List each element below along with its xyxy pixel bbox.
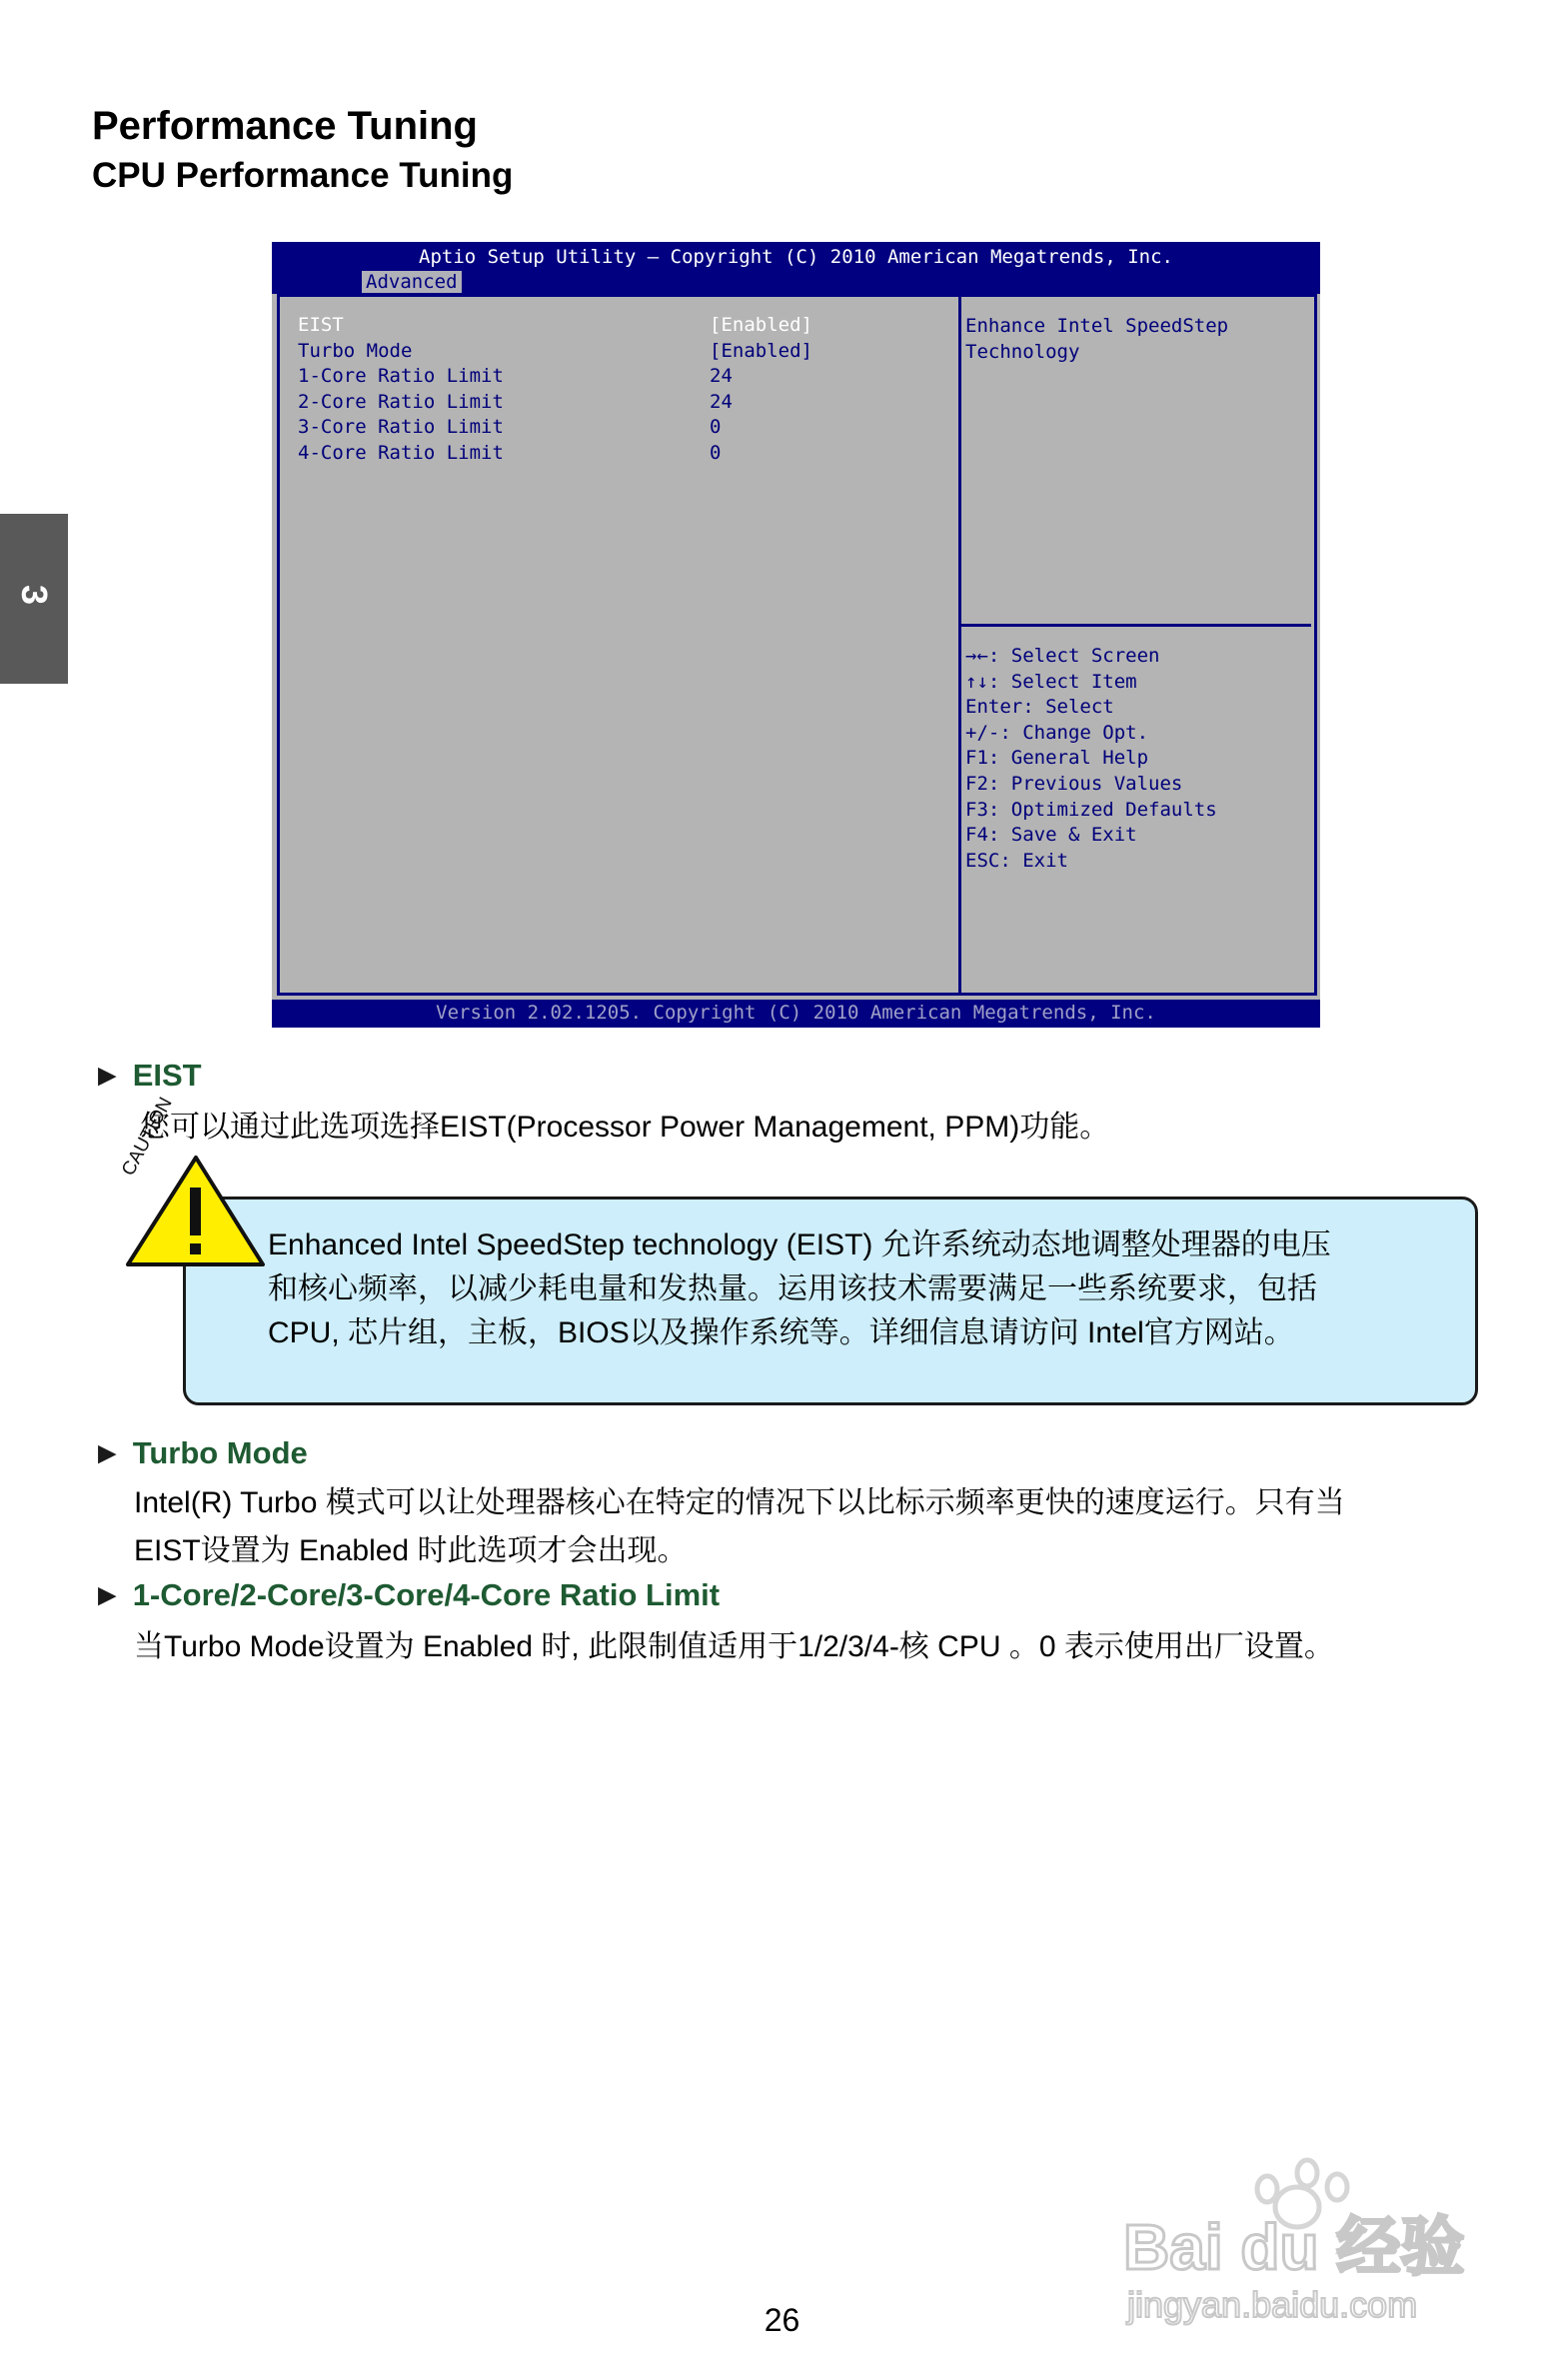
bios-screen	[272, 242, 1320, 1028]
page-subtitle: CPU Performance Tuning	[92, 156, 514, 195]
bullet-triangle-icon: ►	[92, 1058, 123, 1093]
eist-description: 您可以通过此选项选择EIST(Processor Power Management, PPM)功能。	[140, 1111, 1110, 1144]
ratio-description: 当Turbo Mode设置为 Enabled 时, 此限制值适用于1/2/3/4-核 CPU 。0 表示使用出厂设置。	[134, 1630, 1334, 1663]
bios-footer: Version 2.02.1205. Copyright (C) 2010 American Megatrends, Inc.	[436, 1002, 1156, 1024]
setting-value[interactable]: [Enabled]	[710, 339, 812, 362]
turbo-line: Intel(R) Turbo 模式可以让处理器核心在特定的情况下以比标示频率更快的速度运行。只有当	[134, 1486, 1345, 1519]
bios-tab-advanced[interactable]: Advanced	[362, 271, 462, 293]
watermark-url: jingyan.baidu.com	[1127, 2284, 1418, 2325]
setting-label: 2-Core Ratio Limit	[298, 390, 504, 413]
bios-settings-list	[298, 314, 897, 468]
section-heading-ratio-limit	[92, 1577, 720, 1613]
caution-line: 和核心频率，以减少耗电量和发热量。运用该技术需要满足一些系统要求，包括	[268, 1272, 1317, 1305]
bios-key-legend	[965, 644, 1217, 874]
heading-text: Turbo Mode	[132, 1435, 308, 1470]
key-hint: →←: Select Screen	[965, 645, 1160, 667]
caution-line: Enhanced Intel SpeedStep technology (EIST) 允许系统动态地调整处理器的电压	[268, 1228, 1331, 1261]
bios-header	[272, 242, 1320, 292]
page-number: 26	[764, 2302, 800, 2338]
turbo-line: EIST设置为 Enabled 时此选项才会出现。	[134, 1534, 688, 1567]
heading-text: 1-Core/2-Core/3-Core/4-Core Ratio Limit	[132, 1577, 721, 1612]
caution-line: CPU, 芯片组，主板，BIOS以及操作系统等。详细信息请访问 Intel官方网站。	[268, 1316, 1294, 1349]
chapter-number: 3	[14, 584, 55, 606]
bios-divider-horizontal	[961, 624, 1311, 627]
bios-title: Aptio Setup Utility – Copyright (C) 2010 American Megatrends, Inc.	[419, 246, 1173, 268]
key-hint: ESC: Exit	[965, 849, 1068, 872]
bullet-triangle-icon: ►	[92, 1577, 123, 1612]
caution-label: CAUTION	[118, 1094, 177, 1180]
setting-value[interactable]: 24	[710, 390, 733, 413]
bios-setting-eist[interactable]	[298, 314, 897, 340]
bios-help-text	[965, 314, 1228, 365]
setting-value[interactable]: 24	[710, 365, 733, 388]
bios-setting-4-core-ratio[interactable]	[298, 442, 897, 468]
key-hint: F4: Save & Exit	[965, 824, 1137, 847]
key-hint: Enter: Select	[965, 696, 1114, 719]
bios-setting-3-core-ratio[interactable]	[298, 416, 897, 442]
help-line: Enhance Intel SpeedStep	[965, 315, 1229, 337]
setting-label: 3-Core Ratio Limit	[298, 416, 504, 439]
bios-setting-turbo-mode[interactable]	[298, 340, 897, 366]
bullet-triangle-icon: ►	[92, 1435, 123, 1470]
setting-label: 4-Core Ratio Limit	[298, 441, 504, 464]
baidu-watermark-logo	[1117, 2149, 1497, 2329]
setting-value[interactable]: 0	[710, 441, 722, 464]
key-hint: +/-: Change Opt.	[965, 721, 1149, 744]
key-hint: F3: Optimized Defaults	[965, 798, 1217, 821]
key-hint: F2: Previous Values	[965, 772, 1183, 795]
turbo-description	[134, 1479, 1345, 1575]
setting-value[interactable]: [Enabled]	[710, 314, 812, 336]
section-heading-turbo-mode	[92, 1435, 308, 1471]
chapter-tab	[0, 514, 68, 684]
setting-label: Turbo Mode	[298, 339, 413, 362]
bios-body	[272, 294, 1320, 1000]
key-hint: F1: General Help	[965, 747, 1149, 770]
bios-setting-2-core-ratio[interactable]	[298, 391, 897, 417]
caution-text	[268, 1223, 1427, 1355]
help-line: Technology	[965, 340, 1080, 363]
page-title: Performance Tuning	[92, 104, 478, 148]
section-heading-eist	[92, 1058, 202, 1094]
heading-text: EIST	[132, 1058, 202, 1093]
setting-value[interactable]: 0	[710, 416, 722, 439]
bios-divider-vertical	[958, 294, 961, 996]
setting-label: 1-Core Ratio Limit	[298, 365, 504, 388]
setting-label: EIST	[298, 314, 344, 336]
bios-setting-1-core-ratio[interactable]	[298, 365, 897, 391]
watermark-logo-text: Bai du 经验	[1123, 2211, 1465, 2283]
key-hint: ↑↓: Select Item	[965, 670, 1137, 693]
